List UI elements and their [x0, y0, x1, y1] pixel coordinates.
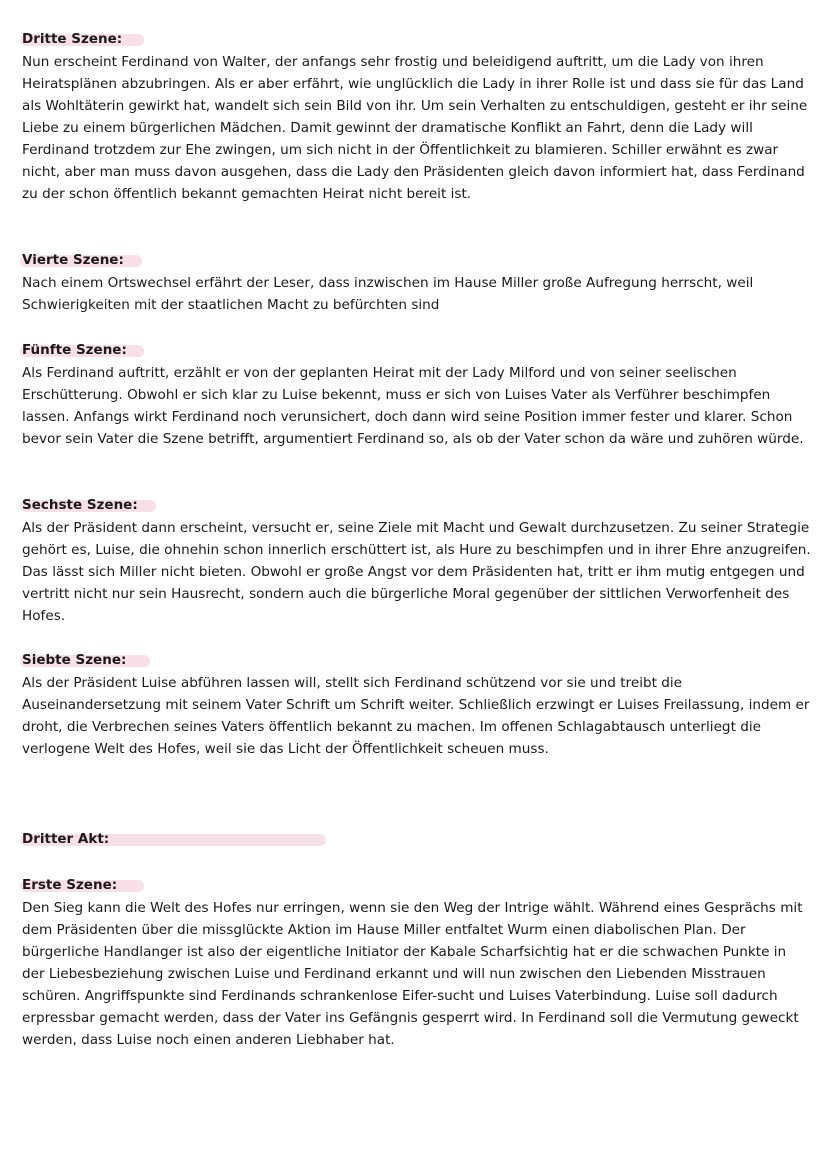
section-paragraph: Den Sieg kann die Welt des Hofes nur erringen, wenn sie den Weg der Intrige wählt. Während eines Gesprächs mit dem Präsidenten über die missglückte Aktion im Hause Miller entfaltet Wurm einen diabolischen Plan. Der bürgerliche Handlanger ist also der eigentliche Initiator der Kabale Scharfsichtig hat er die schwachen Punkte in der Liebesbeziehung zwischen Luise und Ferdinand erkannt und will nun zwischen den Liebenden Misstrauen schüren. Angriffspunkte sind Ferdinands schrankenlose Eifer-sucht und Luises Vaterbindung. Luise soll dadurch erpressbar gemacht werden, dass der Vater ins Gefängnis gesperrt wird. In Ferdinand soll die Vermutung geweckt werden, dass Luise noch einen anderen Liebhaber hat. [22, 900, 803, 1048]
section-heading [20, 30, 812, 48]
heading-text: Dritter Akt: [22, 831, 110, 847]
section-fuenfte-szene [20, 341, 812, 450]
section-sechste-szene [20, 496, 812, 627]
section-erste-szene [20, 876, 812, 1051]
section-heading [20, 651, 812, 669]
heading-text: Erste Szene: [22, 877, 118, 893]
section-heading [20, 341, 812, 359]
section-paragraph: Als der Präsident dann erscheint, versucht er, seine Ziele mit Macht und Gewalt durchzusetzen. Zu seiner Strategie gehört es, Luise, die ohnehin schon innerlich erschüttert ist, als Hure zu beschimpfen und in ihrer Ehre anzugreifen. Das lässt sich Miller nicht bieten. Obwohl er große Angst vor dem Präsidenten hat, tritt er ihm mutig entgegen und vertritt nicht nur sein Hausrecht, sondern auch die bürgerliche Moral gegenüber der sittlichen Verworfenheit des Hofes. [22, 520, 811, 624]
heading-text: Fünfte Szene: [22, 342, 127, 358]
heading-text: Dritte Szene: [22, 31, 123, 47]
section-vierte-szene [20, 251, 812, 316]
section-paragraph: Nun erscheint Ferdinand von Walter, der anfangs sehr frostig und beleidigend auftritt, um die Lady von ihren Heiratsplänen abzubringen. Als er aber erfährt, wie unglücklich die Lady in ihrer Rolle ist und dass sie für das Land als Wohltäterin gewirkt hat, wandelt sich sein Bild von ihr. Um sein Verhalten zu entschuldigen, gesteht er ihr seine Liebe zu einem bürgerlichen Mädchen. Damit gewinnt der dramatische Konflikt an Fahrt, denn die Lady will Ferdinand trotzdem zur Ehe zwingen, um sich nicht in der Öffentlichkeit zu blamieren. Schiller erwähnt es zwar nicht, aber man muss davon ausgehen, dass die Lady den Präsidenten gleich davon informiert hat, dass Ferdinand zu der schon öffentlich bekannt gemachten Heirat nicht bereit ist. [22, 54, 808, 202]
section-dritter-akt [20, 830, 812, 848]
section-paragraph: Nach einem Ortswechsel erfährt der Leser, dass inzwischen im Hause Miller große Aufregung herrscht, weil Schwierigkeiten mit der staatlichen Macht zu befürchten sind [22, 275, 754, 313]
section-siebte-szene [20, 651, 812, 760]
heading-text: Vierte Szene: [22, 252, 124, 268]
section-paragraph: Als Ferdinand auftritt, erzählt er von der geplanten Heirat mit der Lady Milford und von seiner seelischen Erschütterung. Obwohl er sich klar zu Luise bekennt, muss er sich von Luises Vater als Verführer beschimpfen lassen. Anfangs wirkt Ferdinand noch verunsichert, doch dann wird seine Position immer fester und klarer. Schon bevor sein Vater die Szene betrifft, argumentiert Ferdinand so, als ob der Vater schon da wäre und zuhören würde. [22, 365, 804, 447]
section-heading [20, 251, 812, 269]
section-paragraph: Als der Präsident Luise abführen lassen will, stellt sich Ferdinand schützend vor sie und treibt die Auseinandersetzung mit seinem Vater Schrift um Schrift weiter. Schließlich erzwingt er Luises Freilassung, indem er droht, die Verbrechen seines Vaters öffentlich bekannt zu machen. Im offenen Schlagabtausch unterliegt die verlogene Welt des Hofes, weil sie das Licht der Öffentlichkeit scheuen muss. [22, 675, 810, 757]
act-heading [20, 830, 812, 848]
heading-text: Sechste Szene: [22, 497, 138, 513]
heading-text: Siebte Szene: [22, 652, 127, 668]
section-dritte-szene [20, 30, 812, 205]
section-heading [20, 876, 812, 894]
section-heading [20, 496, 812, 514]
